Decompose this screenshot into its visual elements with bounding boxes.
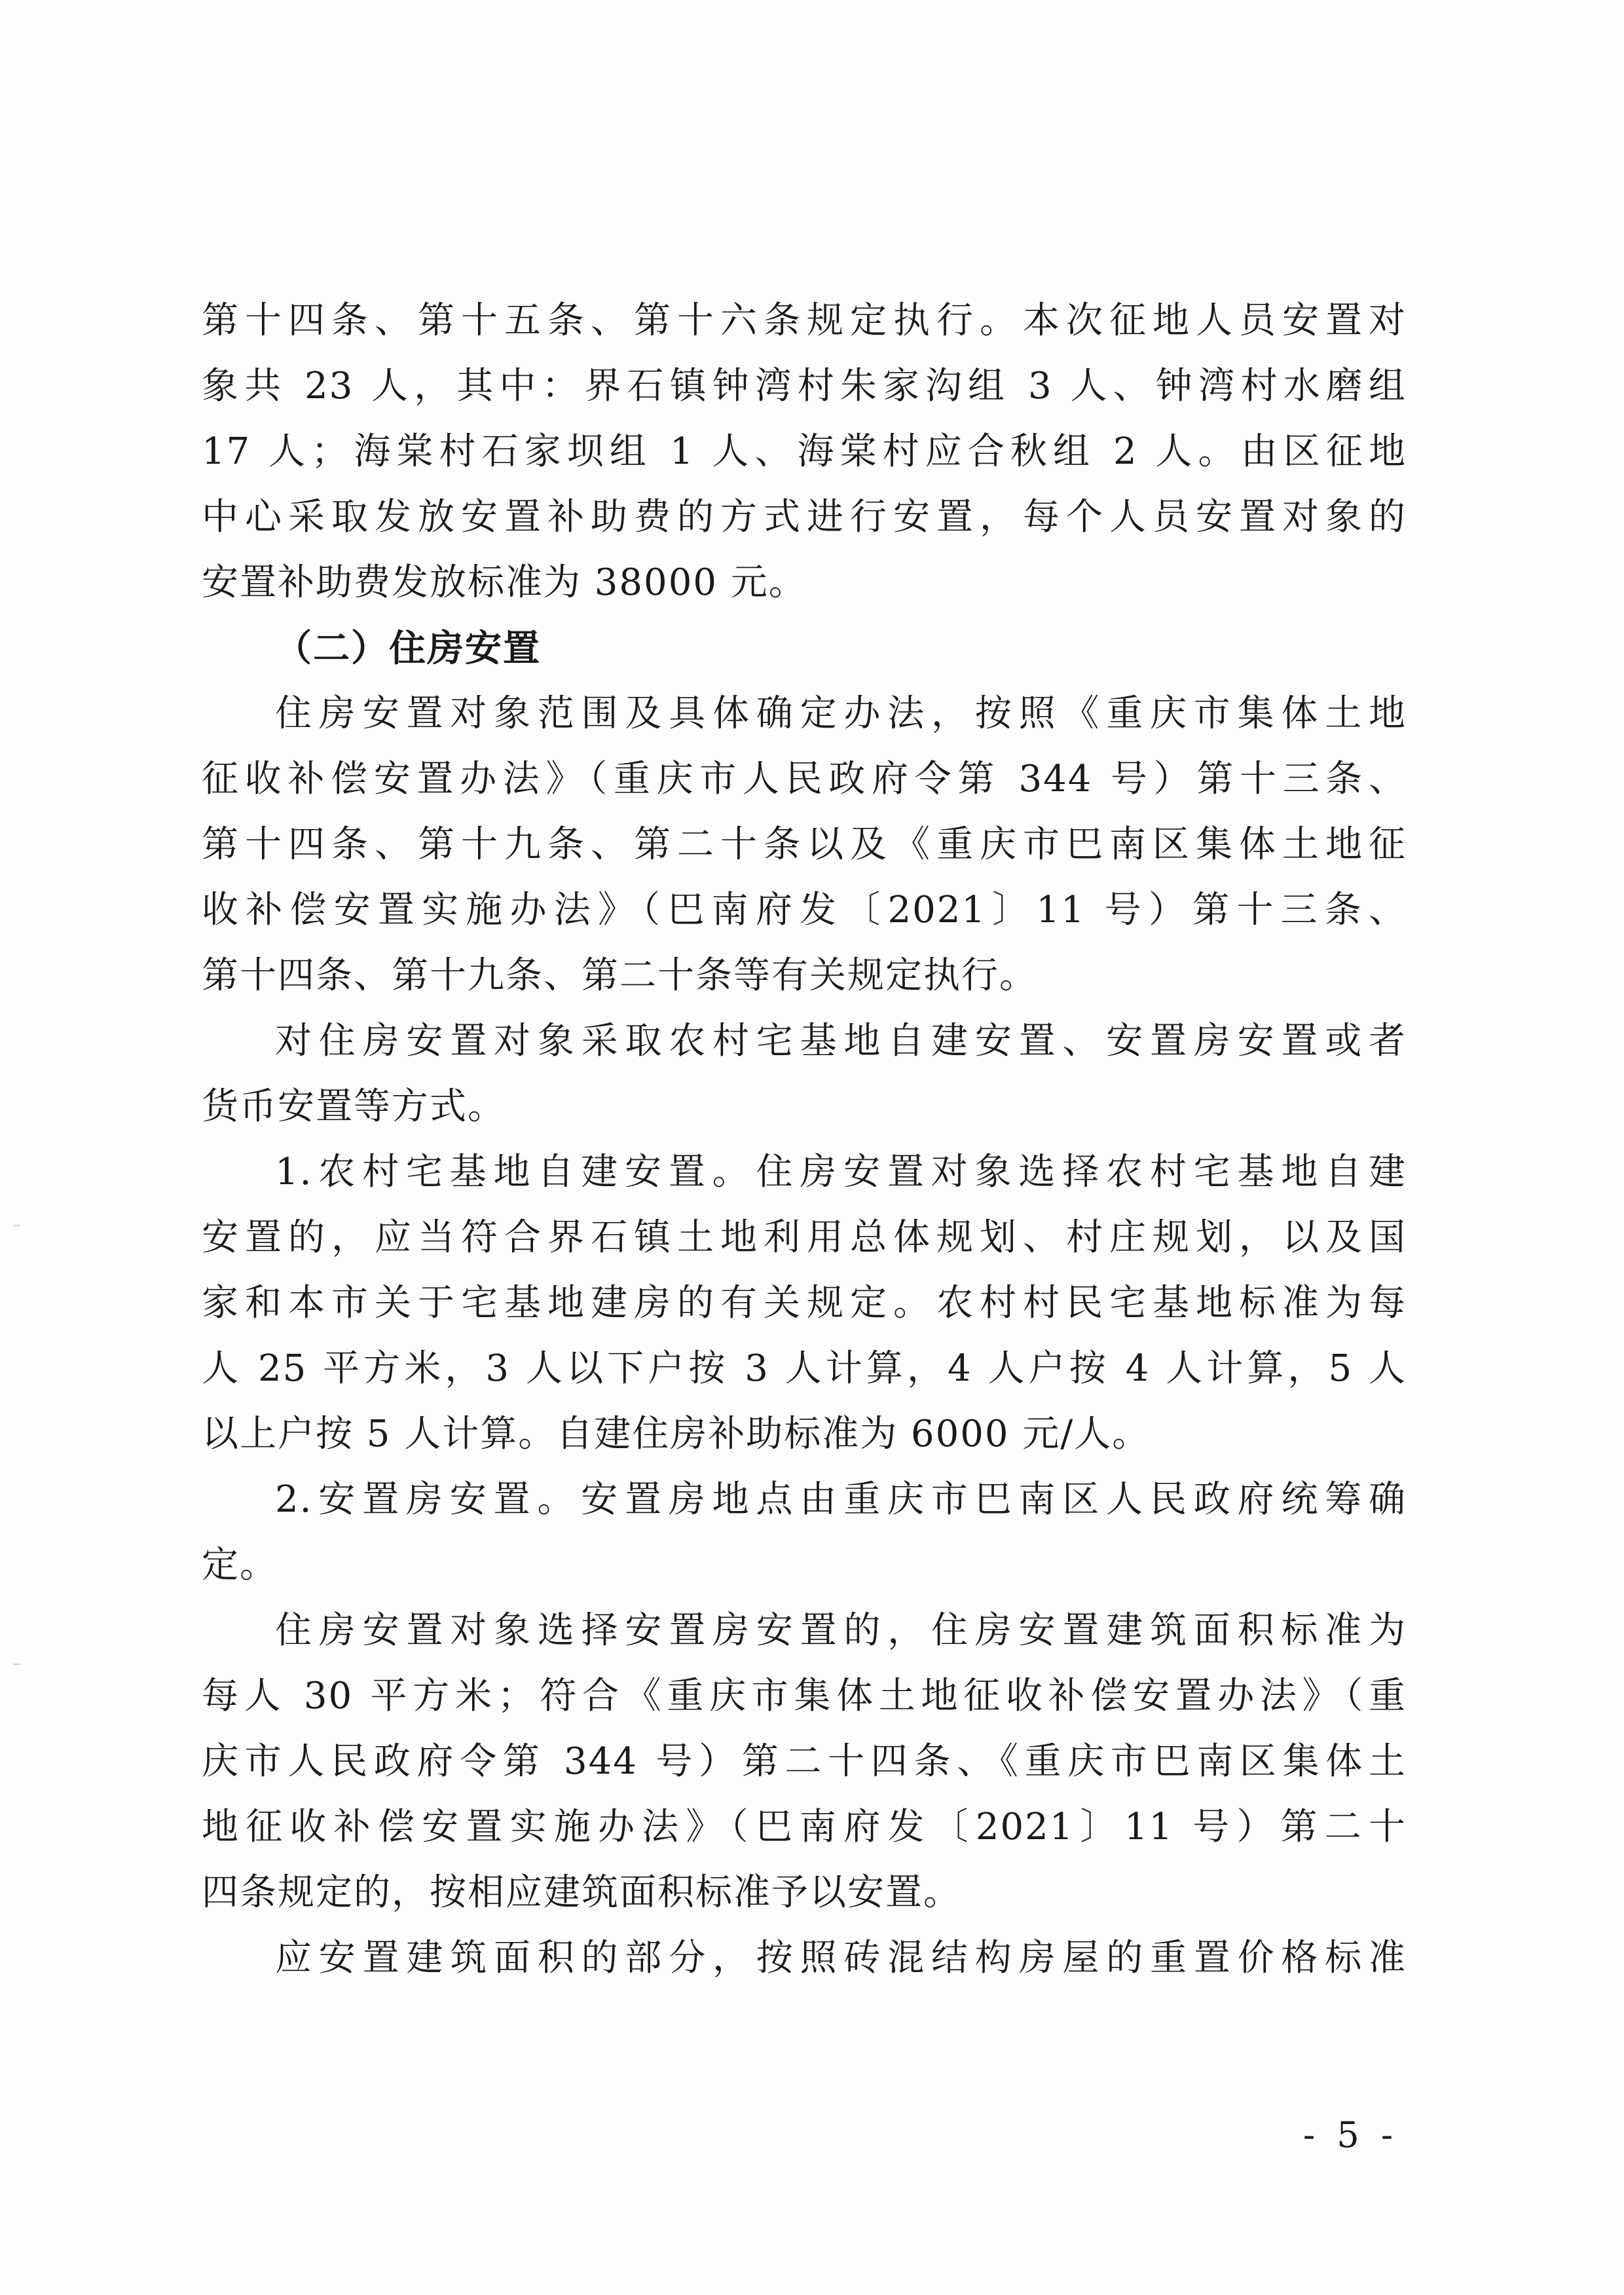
- text-line: 庆市人民政府令第 344 号）第二十四条、《重庆市巴南区集体土: [202, 1740, 1407, 1783]
- text-line: 家和本市关于宅基地建房的有关规定。农村村民宅基地标准为每: [202, 1282, 1407, 1324]
- text-line: 安置补助费发放标准为 38000 元。: [202, 561, 807, 604]
- text-line: 征收补偿安置办法》（重庆市人民政府令第 344 号）第十三条、: [202, 758, 1407, 800]
- text-line: 第十四条、第十九条、第二十条以及《重庆市巴南区集体土地征: [202, 823, 1407, 866]
- text-line: 安置的，应当符合界石镇土地利用总体规划、村庄规划，以及国: [202, 1216, 1407, 1259]
- text-line: 住房安置对象选择安置房安置的，住房安置建筑面积标准为: [275, 1609, 1407, 1652]
- text-line: 对住房安置对象采取农村宅基地自建安置、安置房安置或者: [275, 1020, 1407, 1062]
- text-line: 以上户按 5 人计算。自建住房补助标准为 6000 元/人。: [202, 1413, 1151, 1455]
- text-line: 收补偿安置实施办法》（巴南府发〔2021〕11 号）第十三条、: [202, 889, 1407, 931]
- text-line: 第十四条、第十九条、第二十条等有关规定执行。: [202, 954, 1037, 997]
- scan-mark: [13, 1664, 20, 1665]
- text-line: 住房安置对象范围及具体确定办法，按照《重庆市集体土地: [275, 692, 1407, 735]
- text-line: 2.安置房安置。安置房地点由重庆市巴南区人民政府统筹确: [275, 1478, 1407, 1521]
- text-line: 应安置建筑面积的部分，按照砖混结构房屋的重置价格标准: [275, 1937, 1407, 1979]
- text-line: 每人 30 平方米；符合《重庆市集体土地征收补偿安置办法》（重: [202, 1675, 1407, 1717]
- page-number: - 5 -: [1303, 2114, 1399, 2155]
- section-heading-housing: （二）住房安置: [275, 627, 541, 670]
- text-line: 定。: [202, 1544, 278, 1586]
- text-line: 象共 23 人，其中：界石镇钟湾村朱家沟组 3 人、钟湾村水磨组: [202, 365, 1407, 407]
- text-line: 中心采取发放安置补助费的方式进行安置，每个人员安置对象的: [202, 496, 1407, 538]
- text-line: 地征收补偿安置实施办法》（巴南府发〔2021〕11 号）第二十: [202, 1806, 1407, 1848]
- text-line: 四条规定的，按相应建筑面积标准予以安置。: [202, 1871, 961, 1914]
- text-line: 17 人；海棠村石家坝组 1 人、海棠村应合秋组 2 人。由区征地: [202, 430, 1407, 473]
- scan-mark: [13, 1225, 20, 1226]
- body-text: [202, 288, 1407, 1991]
- text-line: 货币安置等方式。: [202, 1085, 506, 1128]
- text-line: 1.农村宅基地自建安置。住房安置对象选择农村宅基地自建: [275, 1151, 1407, 1193]
- text-line: 人 25 平方米，3 人以下户按 3 人计算，4 人户按 4 人计算，5 人: [202, 1347, 1407, 1390]
- text-line: 第十四条、第十五条、第十六条规定执行。本次征地人员安置对: [202, 299, 1407, 342]
